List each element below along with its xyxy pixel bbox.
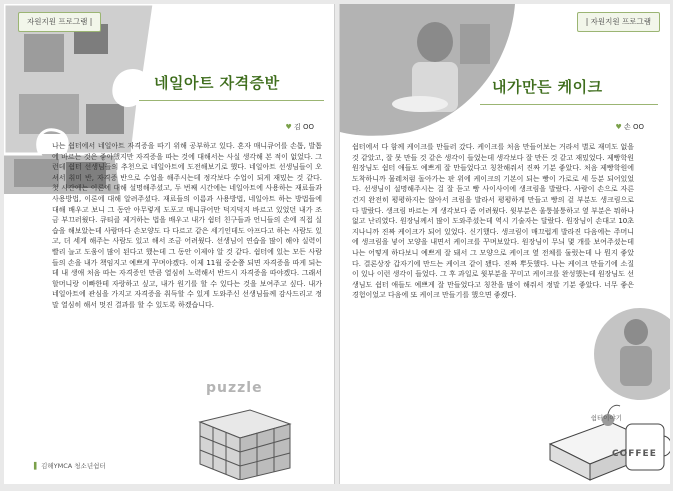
heart-icon: ♥	[285, 123, 292, 131]
author-byline	[285, 122, 314, 132]
title-divider	[480, 104, 658, 105]
page-footer	[34, 461, 106, 470]
heart-icon: ♥	[615, 123, 622, 131]
cake-and-coffee-illustration	[540, 384, 670, 484]
article-title: 네일아트 자격증반	[154, 74, 280, 92]
article-title: 내가만든 케이크	[492, 78, 603, 96]
coffee-decor-word: COFFEE	[612, 449, 657, 459]
header-tab: | 자원지원 프로그램	[577, 12, 660, 32]
footer-text: 김해YMCA 청소년쉼터	[41, 462, 106, 470]
author-byline	[615, 122, 644, 132]
header-tab: 자원지원 프로그램 |	[18, 12, 101, 32]
rubiks-cube-illustration	[180, 392, 300, 480]
ymca-mark-icon: ▌	[34, 462, 39, 470]
title-divider	[139, 100, 324, 101]
puzzle-decor-word: puzzle	[206, 380, 263, 396]
author-name: 김 OO	[293, 123, 314, 131]
left-page	[4, 4, 335, 484]
page-footer: 쉼터이야기	[590, 414, 622, 422]
right-page	[339, 4, 670, 484]
cake-making-photo	[340, 4, 530, 139]
article-body: 쉼터에서 다 함께 케이크를 만들러 갔다. 케이크를 처음 만들어보는 거라서 별로 재미도 없을 것 같았고, 잘 못 만들 것 같은 생각이 들었는데 생각보다 잘 만든 것 같고 재밌었다. 제빵학원 원장님도 쉼터 애들도 예쁘게 잘 만들었다고 칭찬해줘서 진짜 기분 좋았다. 처음 제빵학원에 도착하니까 물레처럼 돌아가는 판 위에 케이크의 기본이 되는 빵이 가로로 세 등분 되어있었다. 선생님이 설명해주시는 걸 잘 듣고 빵 사이사이에 생크림을 발랐다. 사람이 손으로 자른 건지 완전히 평평하지는 않아서 크림을 발라서 평평하게 만들고 빵의 겉 부분도 생크림으로 다 발랐다. 생크림 바르는 게 생각보다 좀 어려웠다. 윗부분은 울퉁불퉁하고 옆 부분은 뭐하나 없고 난리였다. 원장님께서 많이 도와주셨는데 역시 기술자는 달랐다. 원장님이 손대고 10초 지나니까 진짜 케이크가 되어 있었다. 신기했다. 생크림이 매끄럽게 발라진 다음에는 주머니에 생크림을 넣어 모양을 내면서 케이크를 꾸며보았다. 원장님이 무늬 몇 개를 보여주셨는데 나는 어떻게 하다보니 예쁘게 잘 돼서 그 모양으로 케이크 옆 전체를 둘렀는데 나 뭔지 좋았다. 결론상장 갑자기에 만드는 케이크 같이 됐다. 진짜 뿌듯했다. 나는 케이크 만들기에 소질이 있나 이런 생각이 들었다. 그 후 과일로 윗부분을 꾸미고 케이크를 완성했는데 원장님도 선생님도 쉼터 애들도 예쁘게 잘 만들었다고 칭찬을 많이 해줘서 정말 기분 좋았다. 너무 좋은 경험이었고 다음에 또 케이크 만들기를 했으면 좋겠다.	[352, 143, 634, 300]
author-name: 손 OO	[623, 123, 644, 131]
article-body: 나는 쉼터에서 네일아트 자격증을 따기 위해 공부하고 있다. 혼자 매니큐어를 손톱, 발톱에 바르는 것은 좋아했지만 자격증을 따는 것에 대해서는 사실 생각해 본 적이 없었다. 그런데 쉼터 선생님들의 추천으로 네일아트에 도전해보기로 했다. 네일아트 선생님들이 오셔서 취미 반, 자격증 반으로 수업을 해주시는데 정각보다 수업이 되게 재밌는 것 같다. 첫 시간에는 이론에 대해 설명해주셨고, 두 번째 시간에는 네일아트에 사용하는 재료들과 사용방법, 이론에 대해 알려주셨다. 재료들의 이름과 사용방법, 네일아트 하는 방법들에 대해 배우고 보니 그 동안 아무렇게 도포고 매니큐어만 덕지덕지 바르고 있었던 내가 조금 부끄러웠다. 큐티클 제거하는 법을 배우고 내가 쉼터 친구들과 언니들의 손에 직접 실습을 해보았는데 사람마다 손모양도 다 다르고 같은 세기인데도 아프다고 하는 사람도 있고, 더 세게 해주는 사람도 있고 해서 조금 어려웠다. 선생님이 연습을 많이 해야 실력이 빨리 늘고 도움이 많이 된다고 했는데 그 동안 이제야 알 것 같다. 쉼터에 있는 모든 사람들의 손을 내가 책임지고 예쁘게 꾸며야겠다. 이제 11월 중순쯤 되면 자격증을 따게 되는데 내 생애 처음 따는 자격증인 만큼 열심히 노력해서 반드시 자격증을 따야겠다. 그래서 할머니랑 이빠한테 자랑하고 싶고, 내가 원기를 할 수 있다는 것을 보여주고 싶다. 내가 네일아트에 관심을 가지고 자격증을 취득할 수 있게 도와주신 선생님들께 감사드리고 정말 열심히 해서 멋진 결과를 할 수 있도록 하겠습니다.	[52, 142, 322, 309]
